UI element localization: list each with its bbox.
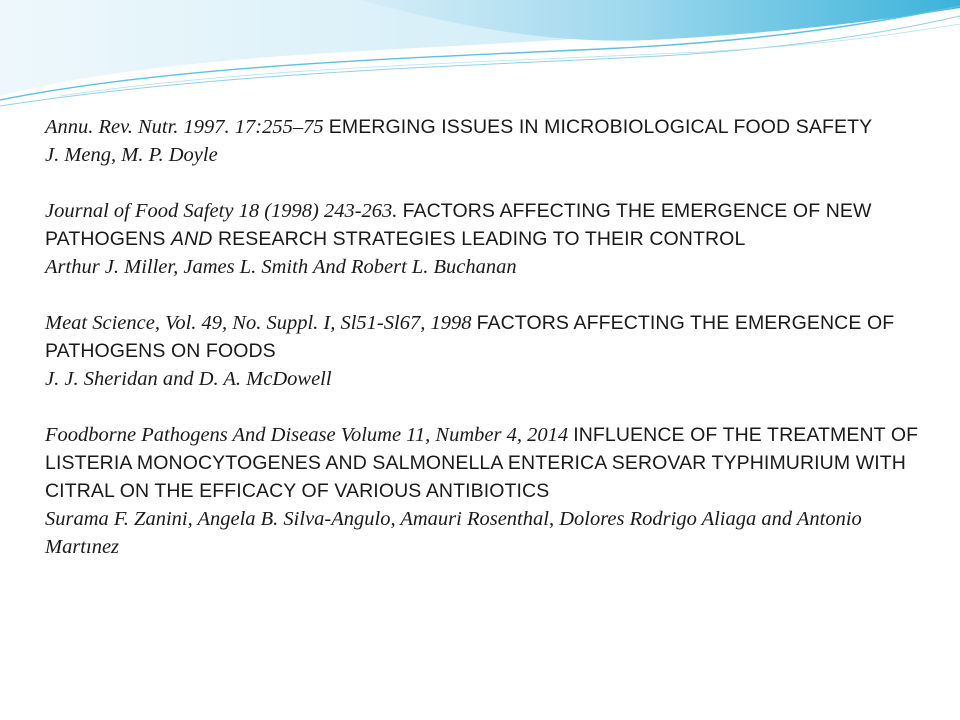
reference-title-part: RESEARCH STRATEGIES LEADING TO THEIR CONTROL <box>218 228 746 250</box>
reference-citation: Journal of Food Safety 18 (1998) 243-263. <box>45 200 398 222</box>
reference-title-italic-word: AND <box>170 228 213 250</box>
reference-title-part: FACTORS AFFECTING THE EMERGENCE OF NEW PATHOGENS <box>45 200 872 250</box>
reference-citation: Meat Science, Vol. 49, No. Suppl. I, Sl51-Sl67, 1998 <box>45 312 472 334</box>
reference-citation: Foodborne Pathogens And Disease Volume 11, Number 4, 2014 <box>45 424 569 446</box>
blue-wave-header-decoration <box>0 0 960 120</box>
reference-authors: Arthur J. Miller, James L. Smith And Robert L. Buchanan <box>45 256 517 278</box>
reference-title: EMERGING ISSUES IN MICROBIOLOGICAL FOOD SAFETY <box>328 116 873 138</box>
reference-item <box>45 421 940 561</box>
reference-citation: Annu. Rev. Nutr. 1997. 17:255–75 <box>45 116 324 138</box>
reference-item <box>45 309 940 393</box>
reference-title: FACTORS AFFECTING THE EMERGENCE OF PATHOGENS ON FOODS <box>45 312 895 362</box>
reference-authors: Surama F. Zanini, Angela B. Silva-Angulo, Amauri Rosenthal, Dolores Rodrigo Aliaga and Antonio Martınez <box>45 508 862 558</box>
reference-title: INFLUENCE OF THE TREATMENT OF LISTERIA MONOCYTOGENES AND SALMONELLA ENTERICA SEROVAR TYPHIMURIUM WITH CITRAL ON THE EFFICACY OF VARIOUS ANTIBIOTICS <box>45 424 919 502</box>
reference-item <box>45 113 940 169</box>
references-list <box>45 113 940 561</box>
reference-item <box>45 197 940 281</box>
reference-authors: J. Meng, M. P. Doyle <box>45 144 218 166</box>
reference-authors: J. J. Sheridan and D. A. McDowell <box>45 368 332 390</box>
